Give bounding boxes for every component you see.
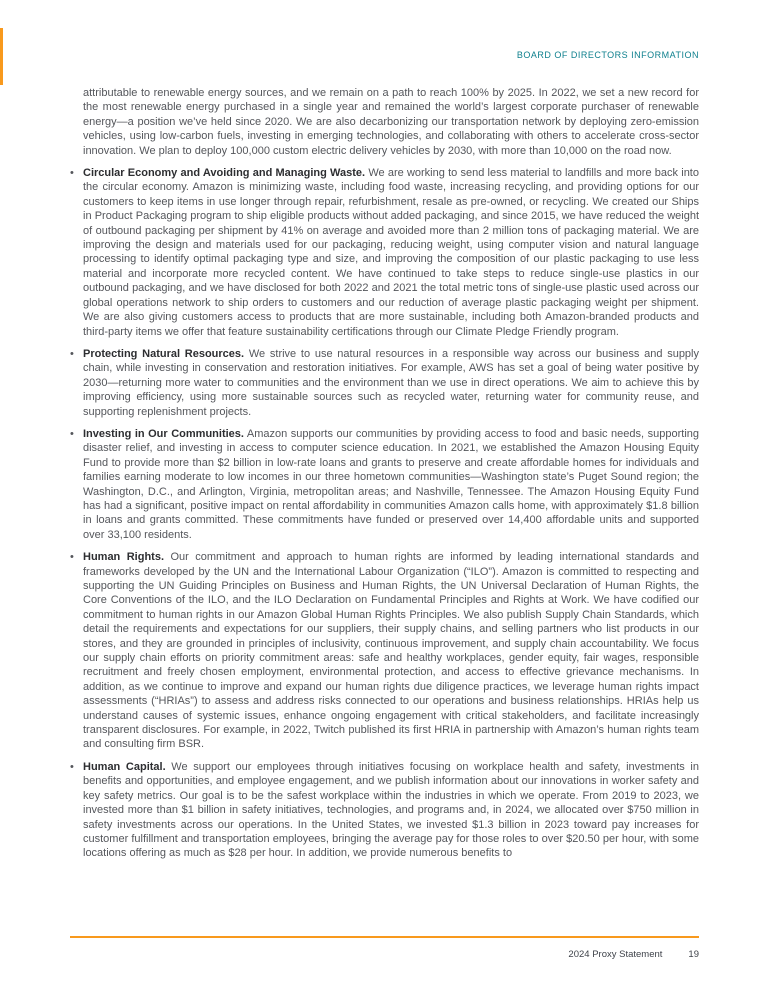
bullet-list (70, 166, 699, 861)
bullet-item-natural-resources (70, 347, 699, 419)
bullet-icon: • (70, 551, 74, 564)
bullet-title: Circular Economy and Avoiding and Managing Waste. (83, 167, 366, 180)
bullet-icon: • (70, 167, 74, 180)
bullet-title: Human Rights. (83, 551, 165, 564)
bullet-title: Human Capital. (83, 760, 166, 773)
bullet-icon: • (70, 427, 74, 440)
bullet-item-communities (70, 427, 699, 542)
page-edge-accent-bar (0, 28, 3, 85)
intro-paragraph: attributable to renewable energy sources, and we remain on a path to reach 100% by 2025. In 2022, we set a new record for the most renewable energy purchased in a single year and remained the world’s largest corporate purchaser of renewable energy—a position we’ve held since 2020. We are also decarbonizing our transportation network by deploying zero-emission vehicles, using low-carbon fuels, investing in emerging technologies, and collaborating with others to accelerate cross-sector innovation. We plan to deploy 100,000 custom electric delivery vehicles by 2030, with more than 10,000 on the road now. (83, 87, 699, 157)
section-header: BOARD OF DIRECTORS INFORMATION (516, 50, 699, 60)
bullet-icon: • (70, 347, 74, 360)
page-footer (568, 949, 699, 960)
bullet-title: Investing in Our Communities. (83, 427, 244, 440)
footer-label: 2024 Proxy Statement (568, 949, 663, 960)
bullet-title: Protecting Natural Resources. (83, 347, 245, 360)
bullet-item-human-rights (70, 550, 699, 752)
bullet-item-human-capital (70, 760, 699, 861)
bullet-text: We are working to send less material to landfills and more back into the circular economy. Amazon is minimizing waste, including food waste, increasing recycling, and providing options for our customers to keep items in use longer through repair, refurbishment, resale as pre-owned, or recycling. We created our Ships in Product Packaging program to ship eligible products without added packaging, and since 2015, we have reduced the weight of outbound packaging per shipment by 41% on average and avoided more than 2 million tons of packaging material. We are improving the design and materials used for our packaging, reducing weight, using computer vision and natural language processing to identify optimal packaging type and size, and improving the composition of our plastic packaging to use less material and incorporate more recycled content. We have continued to take steps to reduce single-use plastics in our outbound packaging, and we have disclosed for both 2022 and 2021 the total metric tons of single-use plastic used across our global operations network to ship orders to customers and our reduction of average plastic packaging weight per shipment. We are also giving customers access to products that are more sustainable, including both Amazon-branded products and third-party items we offer that feature sustainability certifications through our Climate Pledge Friendly program. (83, 167, 699, 338)
bullet-item-circular-economy (70, 166, 699, 339)
bullet-icon: • (70, 760, 74, 773)
page-content (70, 86, 699, 861)
bullet-text: We strive to use natural resources in a responsible way across our business and supply chain, while investing in conservation and restoration initiatives. For example, AWS has set a goal of being water positive by 2030—returning more water to communities and the environment than we use in direct operations. We aim to achieve this by improving efficiency, using more sustainable sources such as recycled water, returning water for community reuse, and supporting replenishment projects. (83, 347, 699, 418)
bullet-text: Our commitment and approach to human rights are informed by leading international standards and frameworks developed by the UN and the International Labour Organization (“ILO”). Amazon is committed to respecting and supporting the UN Guiding Principles on Business and Human Rights, the UN Universal Declaration of Human Rights, the Core Conventions of the ILO, and the ILO Declaration on Fundamental Principles and Rights at Work. We have codified our commitment to human rights in our Amazon Global Human Rights Principles. We also publish Supply Chain Standards, which detail the requirements and expectations for our suppliers, their supply chains, and selling partners who list products in our stores, and they are grounded in principles of inclusivity, continuous improvement, and supply chain accountability. We focus our supply chain efforts on priority commitment areas: safe and healthy workplaces, gender equity, fair wages, responsible recruitment and freely chosen employment, environmental protection, and access to effective grievance mechanisms. In addition, as we continue to improve and expand our human rights due diligence practices, we leverage human rights impact assessments (“HRIAs”) to assess and address risks connected to our operations and business relationships. HRIAs help us understand causes of systemic issues, enhance ongoing engagement with critical stakeholders, and facilitate increasingly transparent disclosures. For example, in 2022, Twitch published its first HRIA in partnership with Amazon’s human rights team and consulting firm BSR. (83, 551, 699, 751)
page-number: 19 (688, 949, 699, 960)
footer-rule (70, 936, 699, 938)
bullet-text: Amazon supports our communities by providing access to food and basic needs, supporting disaster relief, and investing in access to computer science education. In 2021, we established the Amazon Housing Equity Fund to provide more than $2 billion in low-rate loans and grants to preserve and create affordable homes for individuals and families earning moderate to low incomes in our three hometown communities—Washington state’s Puget Sound region; the Washington, D.C., and Arlington, Virginia, metropolitan areas; and Nashville, Tennessee. The Amazon Housing Equity Fund has had a significant, positive impact on rental affordability in communities Amazon calls home, with approximately $1.8 billion in loans and grants committed. These commitments have funded or preserved over 14,400 affordable units and supported over 33,100 residents. (83, 427, 699, 541)
bullet-text: We support our employees through initiatives focusing on workplace health and safety, investments in benefits and opportunities, and employee engagement, and we publish information about our innovations in worker safety and key safety metrics. Our goal is to be the safest workplace within the industries in which we operate. From 2019 to 2023, we invested more than $1 billion in safety initiatives, technologies, and programs and, in 2024, we allocated over $750 million in safety investments across our operations. In the United States, we invested $1.3 billion in 2023 toward pay increases for customer fulfillment and transportation employees, bringing the average pay for those roles to over $20.50 per hour, with some locations offering as much as $28 per hour. In addition, we provide numerous benefits to (83, 760, 699, 860)
